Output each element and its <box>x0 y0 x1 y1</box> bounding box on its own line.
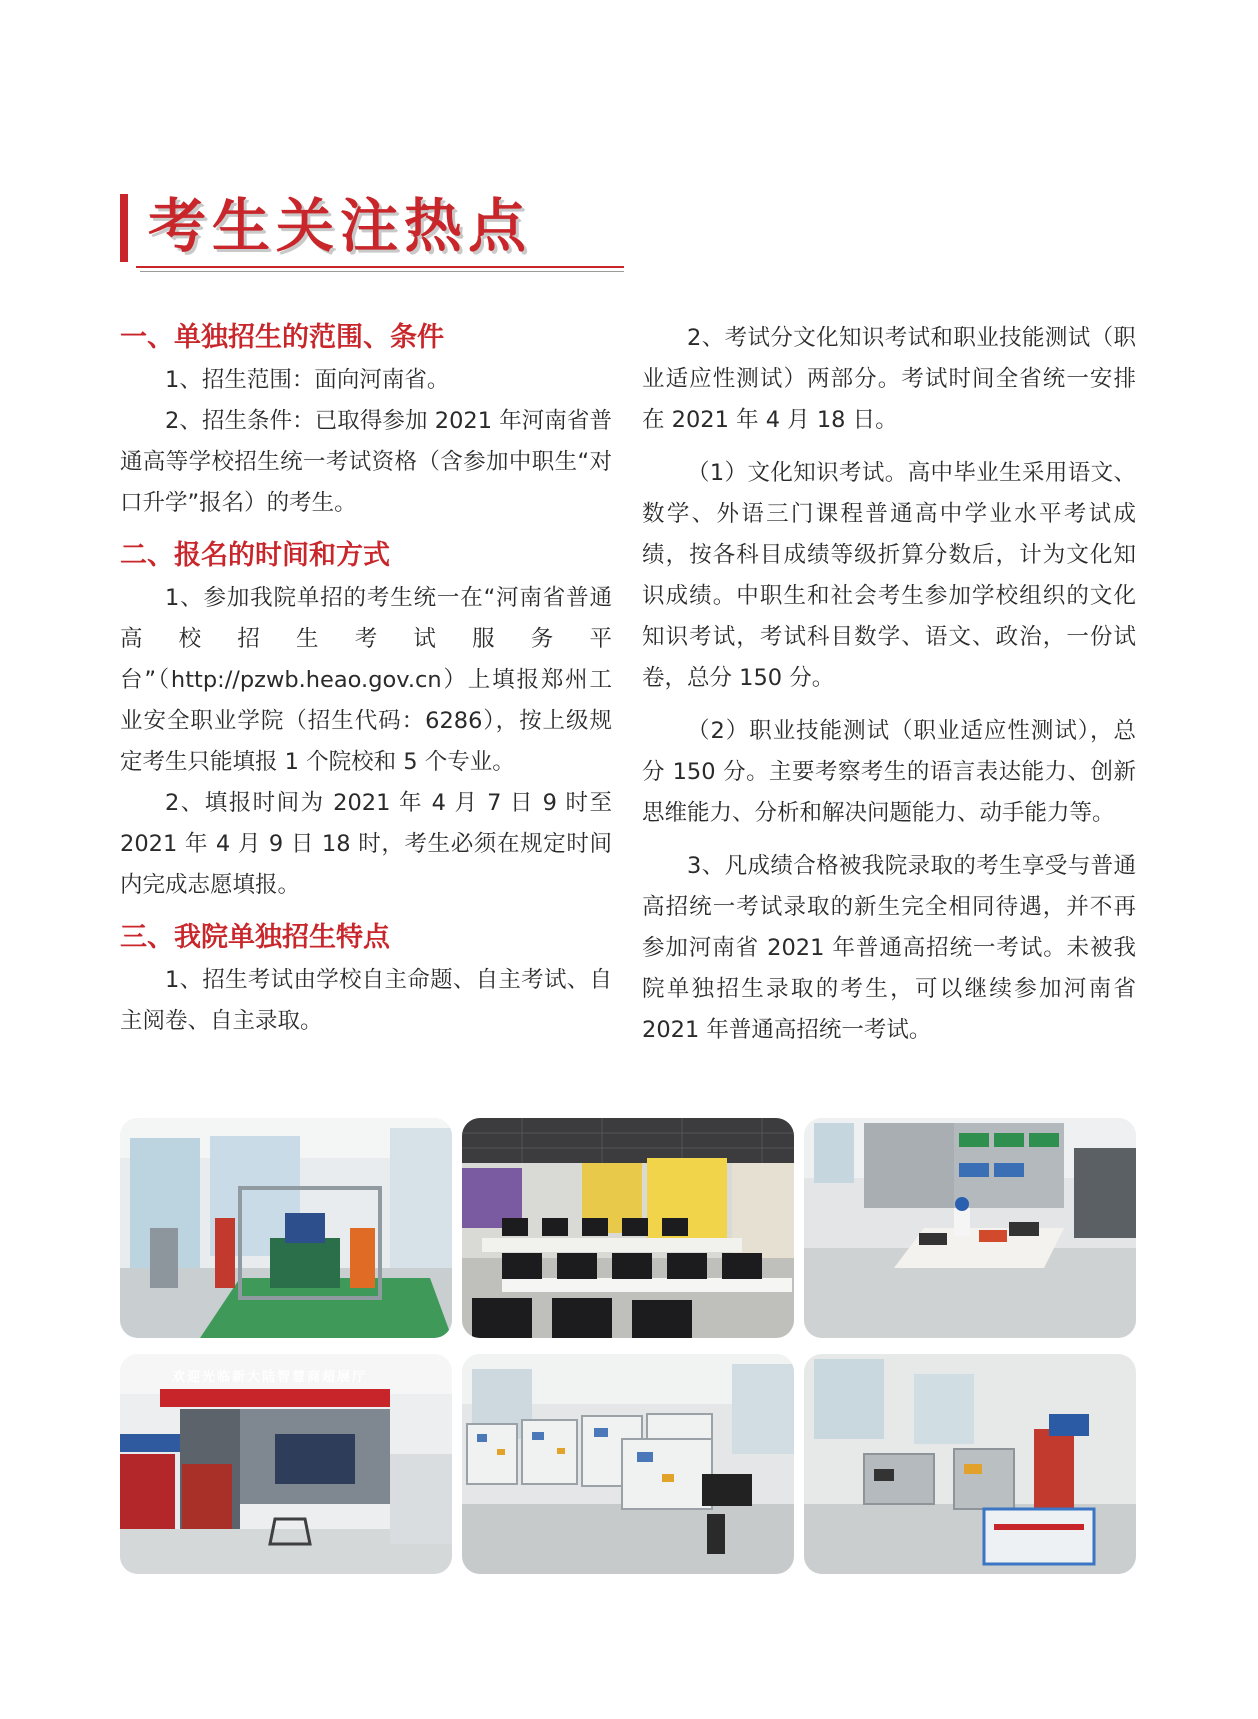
title-underline-shadow <box>140 271 624 272</box>
section-heading-features: 三、我院单独招生特点 <box>120 922 390 953</box>
paragraph: 1、招生范围：面向河南省。 <box>165 367 450 393</box>
title-underline <box>136 266 624 268</box>
photo-automation-lab <box>804 1354 1136 1574</box>
paragraph: （1）文化知识考试。高中毕业生采用语文、数学、外语三门课程普通高中学业水平考试成绩，按各科目成绩等级折算分数后，计为文化知识成绩。中职生和社会考生参加学校组织的文化知识考试，考试科目数学、语文、政治，一份试卷，总分 150 分。 <box>642 460 1136 691</box>
paragraph: 3、凡成绩合格被我院录取的考生享受与普通高招统一考试录取的新生完全相同待遇，并不再参加河南省 2021 年普通高招统一考试。未被我院单独招生录取的考生，可以继续参加河南省 2021 年普通高招统一考试。 <box>642 853 1136 1043</box>
right-column <box>642 318 1136 1051</box>
page-title-block <box>120 190 533 270</box>
left-column <box>120 318 612 1042</box>
photo-training-workshop <box>120 1118 452 1338</box>
title-accent-bar <box>120 194 128 262</box>
showroom-sign: 欢迎光临新大陆智慧商超展厅 <box>172 1370 368 1385</box>
paragraph: 1、参加我院单招的考生统一在“河南省普通高校招生考试服务平台”（http://pzwb.heao.gov.cn）上填报郑州工业安全职业学院（招生代码：6286），按上级规定考生只能填报 1 个院校和 5 个专业。 <box>120 585 612 775</box>
photo-computer-lab <box>462 1118 794 1338</box>
paragraph: 2、招生条件：已取得参加 2021 年河南省普通高等学校招生统一考试资格（含参加中职生“对口升学”报名）的考生。 <box>120 408 612 516</box>
section-heading-registration: 二、报名的时间和方式 <box>120 540 390 571</box>
paragraph: 2、填报时间为 2021 年 4 月 7 日 9 时至 2021 年 4 月 9 日 18 时，考生必须在规定时间内完成志愿填报。 <box>120 790 612 898</box>
paragraph: （2）职业技能测试（职业适应性测试），总分 150 分。主要考察考生的语言表达能力、创新思维能力、分析和解决问题能力、动手能力等。 <box>642 718 1136 826</box>
photo-smart-retail-showroom <box>120 1354 452 1574</box>
photo-robotics-lab <box>804 1118 1136 1338</box>
paragraph: 1、招生考试由学校自主命题、自主考试、自主阅卷、自主录取。 <box>120 967 612 1034</box>
page-title: 考生关注热点 <box>148 192 533 260</box>
photo-grid <box>120 1118 1136 1576</box>
paragraph: 2、考试分文化知识考试和职业技能测试（职业适应性测试）两部分。考试时间全省统一安排在 2021 年 4 月 18 日。 <box>642 325 1136 433</box>
photo-electrical-lab <box>462 1354 794 1574</box>
section-heading-scope: 一、单独招生的范围、条件 <box>120 322 444 353</box>
